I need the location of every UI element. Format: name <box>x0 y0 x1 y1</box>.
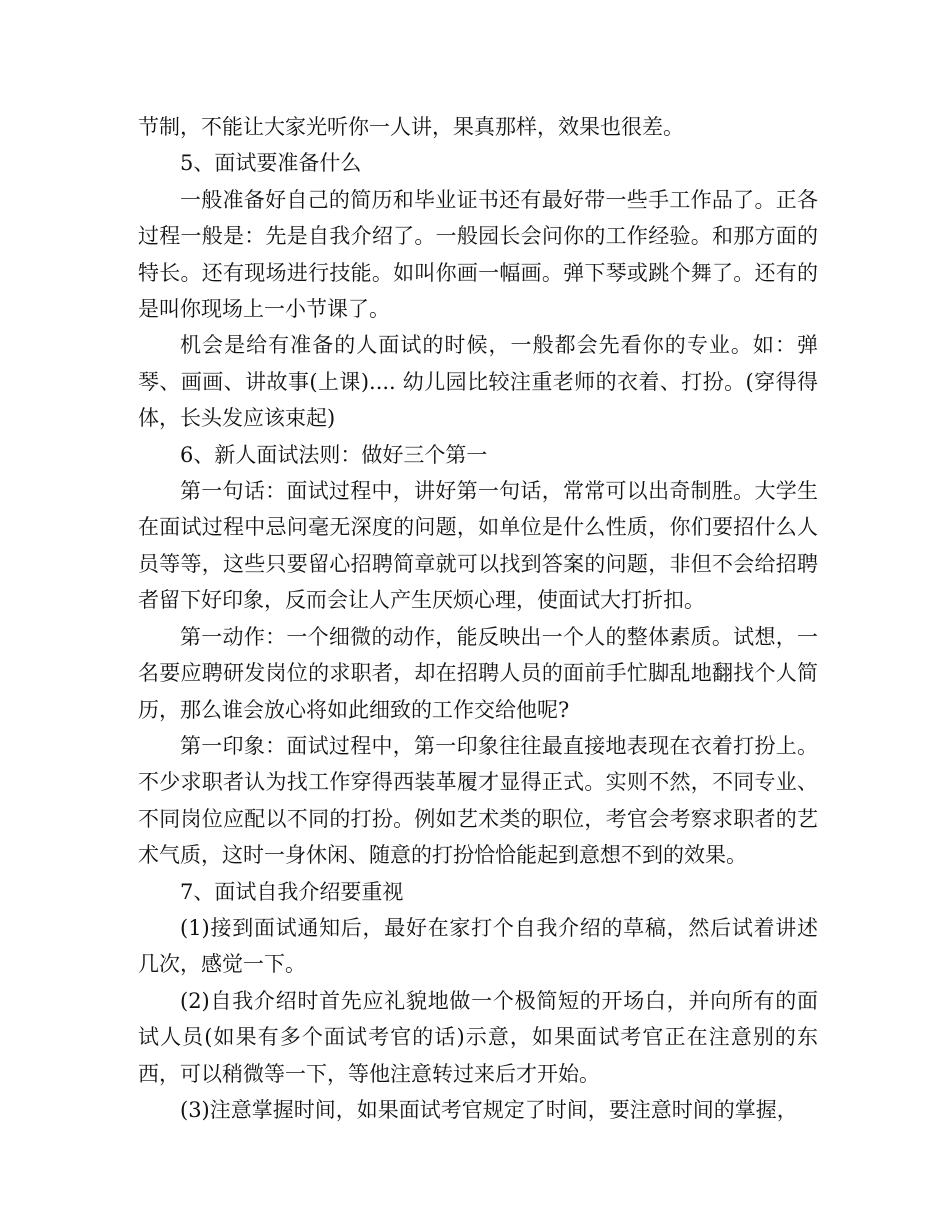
document-body <box>138 109 818 1128</box>
paragraph: 节制，不能让大家光听你一人讲，果真那样，效果也很差。 <box>138 115 684 139</box>
section-heading: 6、新人面试法则：做好三个第一 <box>180 442 488 467</box>
paragraph: 第一印象：面试过程中，第一印象往往最直接地表现在衣着打扮上。不少求职者认为找工作穿得西装革履才显得正式。实则不然，不同专业、不同岗位应配以不同的打扮。例如艺术类的职位，考官会考察求职者的艺术气质，这时一身休闲、随意的打扮恰恰能起到意想不到的效果。 <box>138 733 818 868</box>
paragraph: 第一动作：一个细微的动作，能反映出一个人的整体素质。试想，一名要应聘研发岗位的求职者，却在招聘人员的面前手忙脚乱地翻找个人简历，那么谁会放心将如此细致的工作交给他呢? <box>138 624 818 722</box>
section-heading: 5、面试要准备什么 <box>180 151 362 176</box>
paragraph: (2)自我介绍时首先应礼貌地做一个极简短的开场白，并向所有的面试人员(如果有多个面试考官的话)示意，如果面试考官正在注意别的东西，可以稍微等一下，等他注意转过来后才开始。 <box>138 988 818 1086</box>
paragraph: 一般准备好自己的简历和毕业证书还有最好带一些手工作品了。正各过程一般是：先是自我介绍了。一般园长会问你的工作经验。和那方面的特长。还有现场进行技能。如叫你画一幅画。弹下琴或跳个舞了。还有的是叫你现场上一小节课了。 <box>138 187 818 322</box>
paragraph: 第一句话：面试过程中，讲好第一句话，常常可以出奇制胜。大学生在面试过程中忌问毫无深度的问题，如单位是什么性质，你们要招什么人员等等，这些只要留心招聘简章就可以找到答案的问题，非但不会给招聘者留下好印象，反而会让人产生厌烦心理，使面试大打折扣。 <box>138 479 818 613</box>
section-heading: 7、面试自我介绍要重视 <box>180 879 404 904</box>
paragraph: (3)注意掌握时间，如果面试考官规定了时间，要注意时间的掌握， <box>180 1097 798 1122</box>
paragraph: 机会是给有准备的人面试的时候，一般都会先看你的专业。如：弹琴、画画、讲故事(上课).... 幼儿园比较注重老师的衣着、打扮。(穿得得体，长头发应该束起) <box>138 333 818 431</box>
paragraph: (1)接到面试通知后，最好在家打个自我介绍的草稿，然后试着讲述几次，感觉一下。 <box>138 915 818 977</box>
